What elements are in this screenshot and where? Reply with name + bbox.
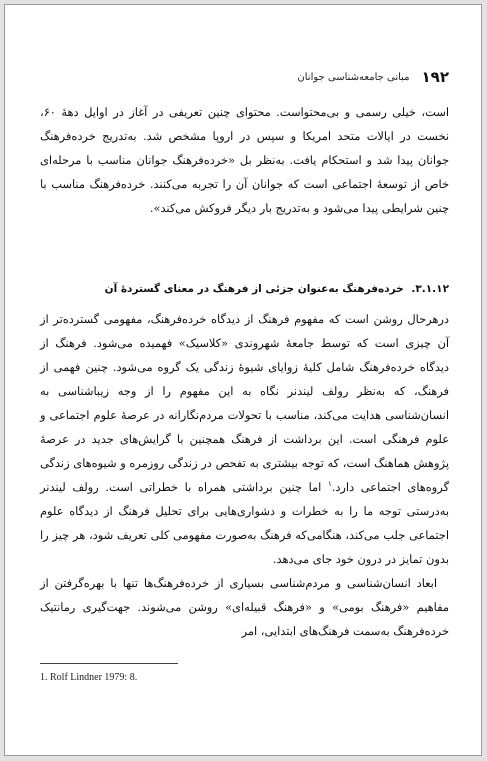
footnote-divider	[40, 663, 178, 664]
paragraph-2-text-a: درهرحال روشن است که مفهوم فرهنگ از دیدگاه خرده‌فرهنگ، مفهومی گسترده‌تر از آن چیزی است که توسط جامعهٔ شهروندی «کلاسیک» فهمیده می‌شود. فرهنگ از دیدگاه خرده‌فرهنگ شامل کلیهٔ زوایای شیوهٔ زندگی یک گروه می‌شود. چنین فهمی از فرهنگ، که به‌نظر رولف لیندنر نگاه به این مفهوم را از وجه زیباشناسی به انسان‌شناسی هدایت می‌کند، مناسب با تحولات مردم‌نگارانه در عرصهٔ علوم اجتماعی و علوم فرهنگی است. این برداشت از فرهنگ همچنین با گرایش‌های جدید در عرصهٔ پژوهش هماهنگ است، که توجه بیشتری به تفحص در زندگی روزمره و شیوه‌های زندگی گروه‌های اجتماعی دارد.	[40, 312, 449, 494]
page-header	[40, 66, 449, 88]
running-title: مبانی جامعه‌شناسی جوانان	[297, 71, 410, 83]
paragraph-1-text: است، خیلی رسمی و بی‌محتواست. محتوای چنین تعریفی در آغاز در اوایل دههٔ ۶۰، نخست در ایالات متحد امریکا و سپس در اروپا مشخص شد. به‌تدریج خرده‌فرهنگ جوانان پیدا شد و استحکام یافت. به‌نظر بل «خرده‌فرهنگ جوانان مناسب با مرحله‌ای خاص از توسعهٔ اجتماعی است که جوانان آن را تجربه می‌کنند. خرده‌فرهنگ مناسب با چنین شرایطی پیدا می‌شود و به‌تدریج بار دیگر فروکش می‌کند».	[40, 105, 449, 215]
paragraph-1	[40, 100, 449, 220]
paragraph-3: ابعاد انسان‌شناسی و مردم‌شناسی بسیاری از خرده‌فرهنگ‌ها تنها با بهره‌گرفتن از مفاهیم «فرهنگ بومی» و «فرهنگ قبیله‌ای» روشن می‌شوند. جهت‌گیری رمانتیک خرده‌فرهنگ به‌سمت فرهنگ‌های ابتدایی، امر	[40, 576, 449, 638]
section-heading	[40, 283, 449, 295]
paragraph-2-text-b: اما چنین برداشتی همراه با خطراتی است. رولف لیندنر به‌درستی توجه ما را به خطرات و دشواری‌هایی برای تحلیل فرهنگ از دیدگاه علوم اجتماعی جلب می‌کند، هنگامی‌که فرهنگ به‌صورت مفهومی کلی تعریف شود، هر چیز را بدون تمایز در درون خود جای می‌دهد.	[40, 480, 449, 566]
paragraph-2	[40, 307, 449, 571]
section-body	[40, 307, 449, 643]
section-title: خرده‌فرهنگ به‌عنوان جزئی از فرهنگ در معنای گستردهٔ آن	[104, 283, 404, 295]
footnote: 1. Rolf Lindner 1979: 8.	[40, 672, 138, 683]
section-number: ۳.۱.۱۲.	[411, 283, 449, 295]
footnote-marker[interactable]: ۱	[327, 480, 332, 489]
page-number: ۱۹۲	[421, 68, 449, 86]
